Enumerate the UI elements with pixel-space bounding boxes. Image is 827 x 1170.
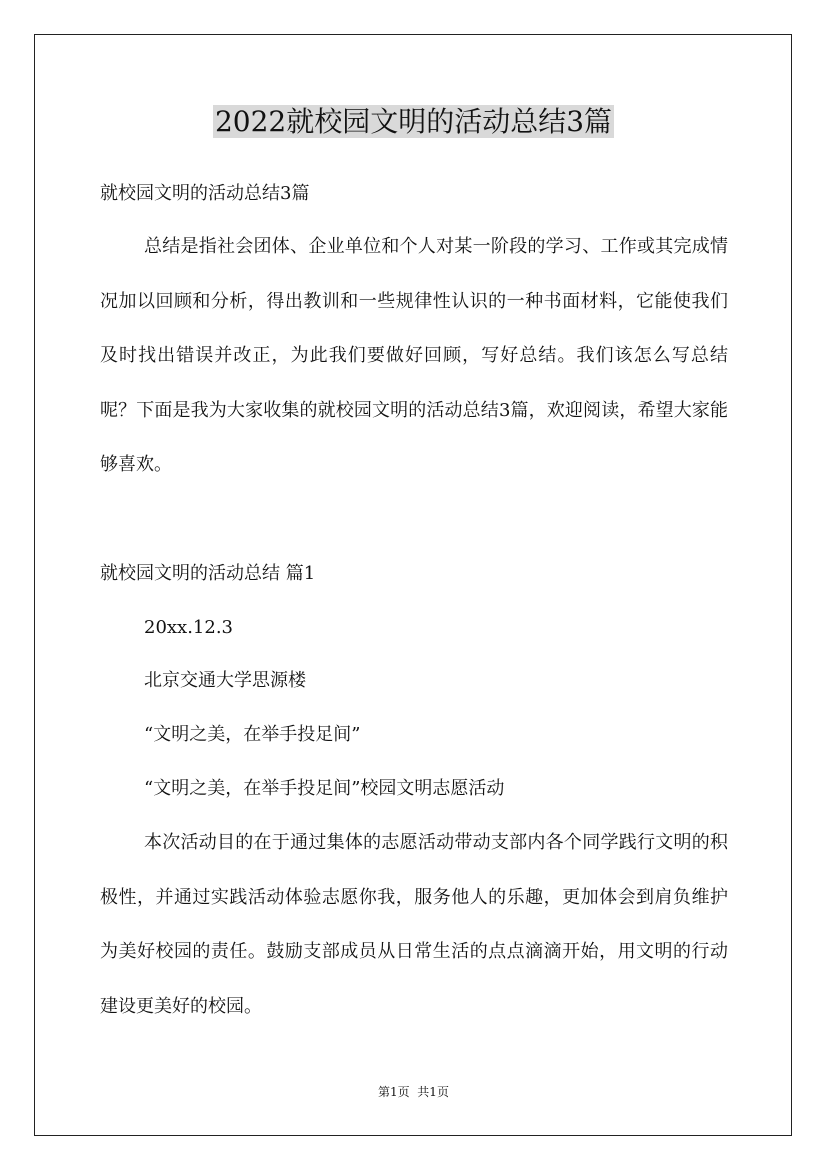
intro-paragraph: 总结是指社会团体、企业单位和个人对某一阶段的学习、工作或其完成情况加以回顾和分析，得出教训和一些规律性认识的一种书面材料，它能使我们及时找出错误并改正，为此我们要做好回顾，写好总结。我们该怎么写总结呢？下面是我为大家收集的就校园文明的活动总结3篇，欢迎阅读，希望大家能够喜欢。 [100, 236, 728, 475]
section-heading: 就校园文明的活动总结 篇1 [100, 563, 316, 584]
document-title [0, 101, 827, 143]
purpose-paragraph: 本次活动目的在于通过集体的志愿活动带动支部内各个同学践行文明的积极性，并通过实践活动体验志愿你我，服务他人的乐趣，更加体会到肩负维护为美好校园的责任。鼓励支部成员从日常生活的点点滴滴开始，用文明的行动建设更美好的校园。 [100, 832, 728, 1017]
document-subtitle: 就校园文明的活动总结3篇 [100, 183, 310, 204]
activity-date: 20xx.12.3 [144, 617, 234, 638]
activity-name: “文明之美，在举手投足间”校园文明志愿活动 [144, 778, 505, 799]
activity-location: 北京交通大学思源楼 [144, 670, 306, 691]
page-footer: 第1页 共1页 [378, 1085, 449, 1099]
activity-theme: “文明之美，在举手投足间” [144, 724, 361, 745]
document-title-text: 2022就校园文明的活动总结3篇 [214, 105, 613, 138]
